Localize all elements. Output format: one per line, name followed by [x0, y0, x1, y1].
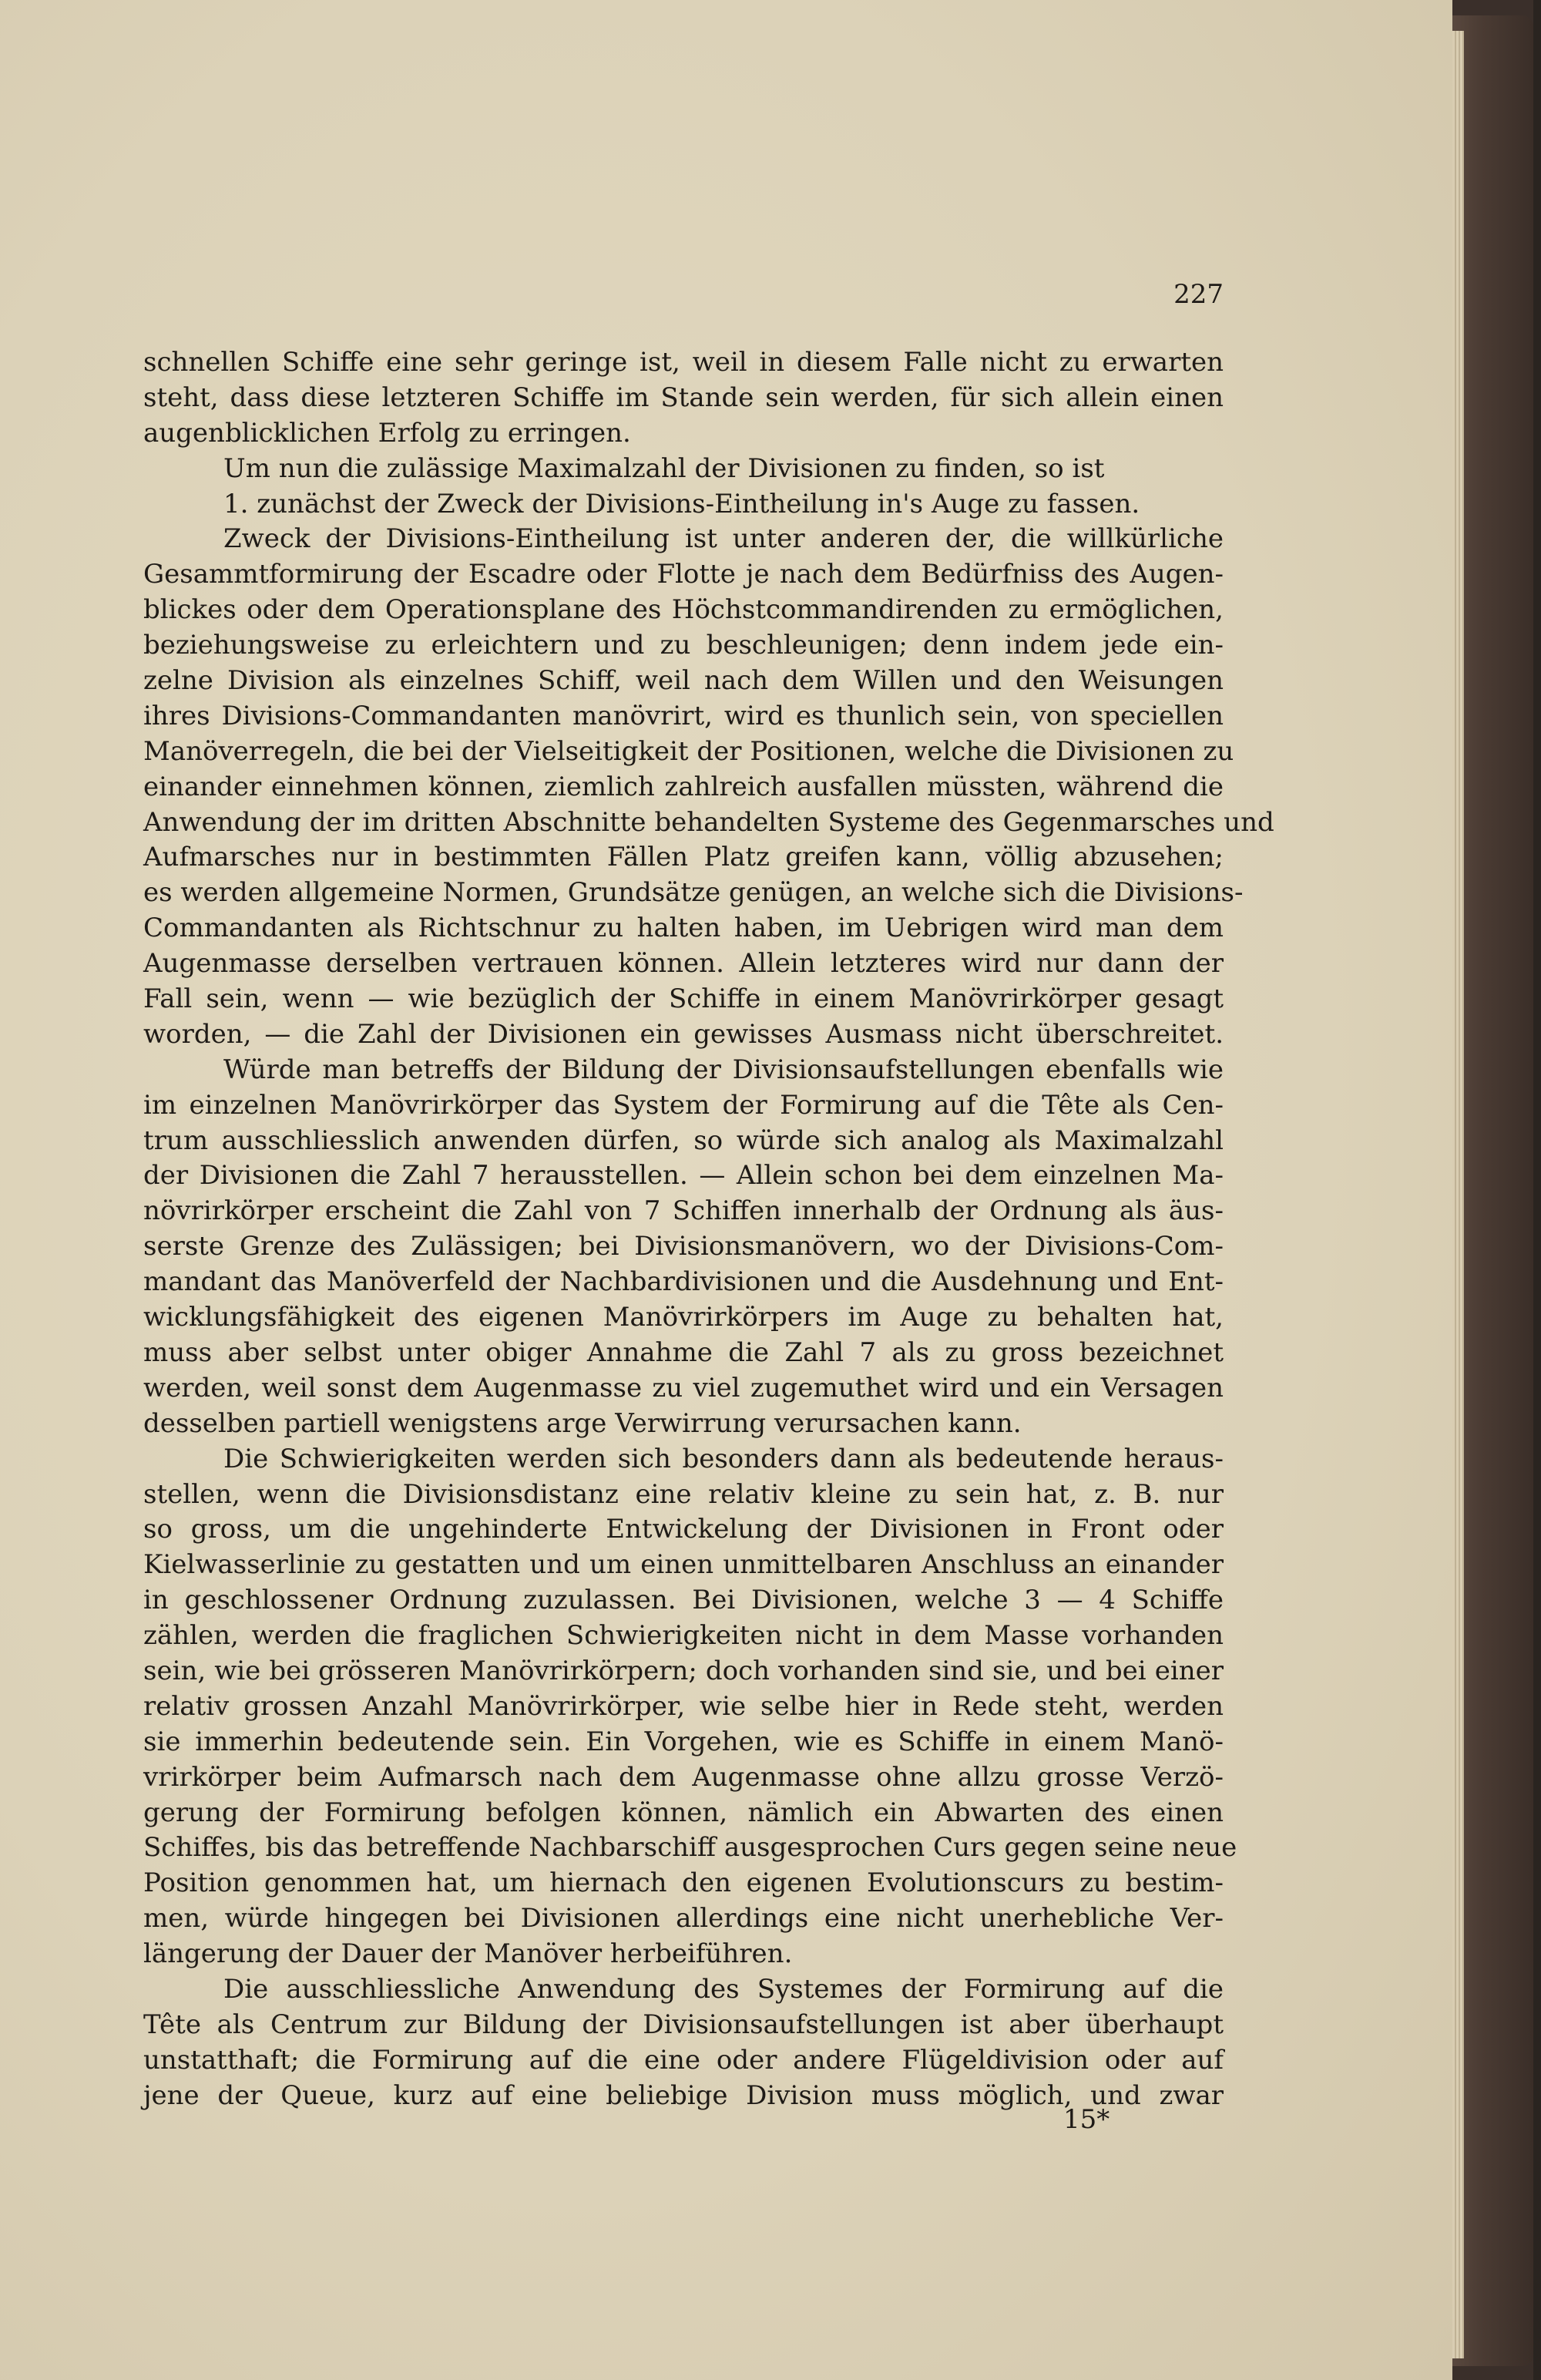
- text-line: gerung der Formirung befolgen können, nämlich ein Abwarten des einen: [143, 1797, 1224, 1828]
- text-line: Anwendung der im dritten Abschnitte behandelten Systeme des Gegenmarsches und: [143, 806, 1274, 838]
- text-line: Manöverregeln, die bei der Vielseitigkeit der Positionen, welche die Divisionen zu: [143, 735, 1234, 767]
- text-line: in geschlossener Ordnung zuzulassen. Bei Divisionen, welche 3 — 4 Schiffe: [143, 1585, 1224, 1616]
- text-line: es werden allgemeine Normen, Grundsätze genügen, an welche sich die Divisions-: [143, 877, 1244, 909]
- text-line: unstatthaft; die Formirung auf die eine oder andere Flügeldivision oder auf: [143, 2044, 1224, 2076]
- text-line: Commandanten als Richtschnur zu halten haben, im Uebrigen wird man dem: [143, 913, 1224, 944]
- text-line: Um nun die zulässige Maximalzahl der Divisionen zu finden, so ist: [223, 452, 1105, 484]
- text-line: Die Schwierigkeiten werden sich besonders dann als bedeutende heraus-: [223, 1443, 1224, 1474]
- text-line: augenblicklichen Erfolg zu erringen.: [143, 417, 631, 449]
- text-line: längerung der Dauer der Manöver herbeiführen.: [143, 1938, 793, 1970]
- text-line: worden, — die Zahl der Divisionen ein gewisses Ausmass nicht überschreitet.: [143, 1018, 1224, 1050]
- text-line: ihres Divisions-Commandanten manövrirt, wird es thunlich sein, von speciellen: [143, 700, 1224, 731]
- text-line: Position genommen hat, um hiernach den eigenen Evolutionscurs zu bestim-: [143, 1867, 1224, 1899]
- text-line: trum ausschliesslich anwenden dürfen, so würde sich analog als Maximalzahl: [143, 1124, 1224, 1156]
- text-line: wicklungsfähigkeit des eigenen Manövrirkörpers im Auge zu behalten hat,: [143, 1302, 1224, 1333]
- text-line: blickes oder dem Operationsplane des Höchstcommandirenden zu ermöglichen,: [143, 594, 1224, 626]
- text-line: schnellen Schiffe eine sehr geringe ist, weil in diesem Falle nicht zu erwarten: [143, 347, 1224, 378]
- text-line: jene der Queue, kurz auf eine beliebige Division muss möglich, und zwar: [143, 2079, 1224, 2111]
- text-line: sie immerhin bedeutende sein. Ein Vorgehen, wie es Schiffe in einem Manö-: [143, 1726, 1224, 1757]
- text-line: zählen, werden die fraglichen Schwierigkeiten nicht in dem Masse vorhanden: [143, 1620, 1224, 1652]
- text-line: Zweck der Divisions-Eintheilung ist unter anderen der, die willkürliche: [223, 523, 1224, 555]
- text-line: növrirkörper erscheint die Zahl von 7 Schiffen innerhalb der Ordnung als äus-: [143, 1195, 1224, 1227]
- text-line: werden, weil sonst dem Augenmasse zu viel zugemuthet wird und ein Versagen: [143, 1372, 1224, 1403]
- text-line: der Divisionen die Zahl 7 herausstellen. — Allein schon bei dem einzelnen Ma-: [143, 1160, 1224, 1192]
- text-line: zelne Division als einzelnes Schiff, weil nach dem Willen und den Weisungen: [143, 665, 1224, 697]
- text-line: stellen, wenn die Divisionsdistanz eine relativ kleine zu sein hat, z. B. nur: [143, 1478, 1224, 1510]
- text-line: Aufmarsches nur in bestimmten Fällen Platz greifen kann, völlig abzusehen;: [143, 842, 1224, 873]
- page-number: 227: [1173, 279, 1224, 310]
- text-line: so gross, um die ungehinderte Entwickelung der Divisionen in Front oder: [143, 1514, 1224, 1545]
- text-line: mandant das Manöverfeld der Nachbardivisionen und die Ausdehnung und Ent-: [143, 1266, 1224, 1298]
- text-line: 1. zunächst der Zweck der Divisions-Eintheilung in's Auge zu fassen.: [223, 488, 1140, 519]
- text-line: Gesammtformirung der Escadre oder Flotte je nach dem Bedürfniss des Augen-: [143, 559, 1224, 590]
- text-line: einander einnehmen können, ziemlich zahlreich ausfallen müssten, während die: [143, 771, 1224, 802]
- text-line: beziehungsweise zu erleichtern und zu beschleunigen; denn indem jede ein-: [143, 630, 1224, 661]
- text-line: sein, wie bei grösseren Manövrirkörpern; doch vorhanden sind sie, und bei einer: [143, 1655, 1224, 1686]
- text-line: Schiffes, bis das betreffende Nachbarschiff ausgesprochen Curs gegen seine neue: [143, 1832, 1237, 1864]
- text-line: steht, dass diese letzteren Schiffe im Stande sein werden, für sich allein einen: [143, 382, 1224, 413]
- body-text: [143, 345, 1274, 2114]
- text-line: relativ grossen Anzahl Manövrirkörper, wie selbe hier in Rede steht, werden: [143, 1690, 1224, 1722]
- text-line: Tête als Centrum zur Bildung der Divisionsaufstellungen ist aber überhaupt: [143, 2009, 1224, 2040]
- text-line: Augenmasse derselben vertrauen können. Allein letzteres wird nur dann der: [143, 948, 1224, 980]
- text-line: Kielwasserlinie zu gestatten und um einen unmittelbaren Anschluss an einander: [143, 1549, 1224, 1581]
- text-line: muss aber selbst unter obiger Annahme die Zahl 7 als zu gross bezeichnet: [143, 1336, 1224, 1368]
- text-line: Die ausschliessliche Anwendung des Systemes der Formirung auf die: [223, 1973, 1224, 2005]
- text-line: desselben partiell wenigstens arge Verwirrung verursachen kann.: [143, 1407, 1022, 1439]
- signature-mark: 15*: [1063, 2104, 1110, 2135]
- text-line: im einzelnen Manövrirkörper das System der Formirung auf die Tête als Cen-: [143, 1089, 1224, 1121]
- text-line: vrirkörper beim Aufmarsch nach dem Augenmasse ohne allzu grosse Verzö-: [143, 1761, 1224, 1793]
- text-line: serste Grenze des Zulässigen; bei Divisionsmanövern, wo der Divisions-Com-: [143, 1231, 1224, 1262]
- text-line: Würde man betreffs der Bildung der Divisionsaufstellungen ebenfalls wie: [223, 1054, 1224, 1085]
- text-line: Fall sein, wenn — wie bezüglich der Schiffe in einem Manövrirkörper gesagt: [143, 983, 1224, 1015]
- text-line: men, würde hingegen bei Divisionen allerdings eine nicht unerhebliche Ver-: [143, 1903, 1224, 1935]
